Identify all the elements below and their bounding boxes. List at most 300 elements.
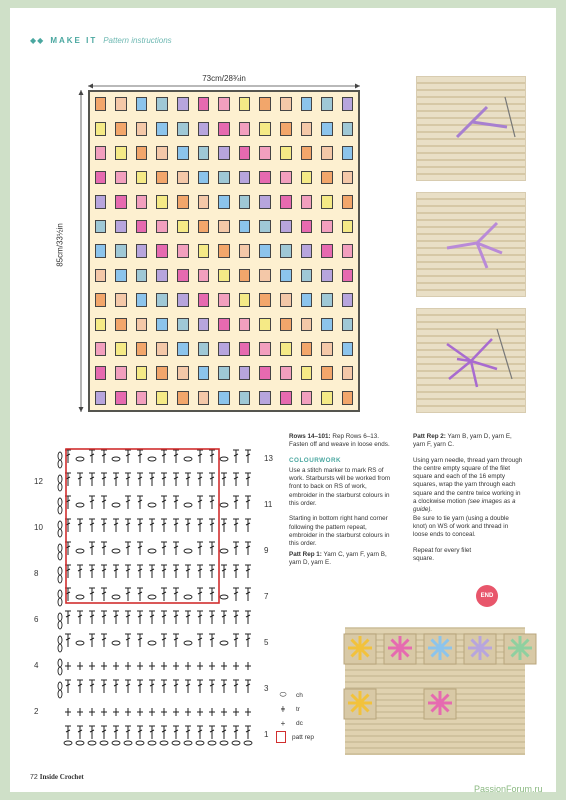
treble-stitch <box>233 634 239 647</box>
treble-stitch <box>125 726 131 739</box>
blanket-square <box>156 293 168 307</box>
chain-stitch <box>148 503 156 507</box>
height-dimension: 85cm/33½in <box>55 223 65 267</box>
treble-stitch <box>101 611 107 624</box>
turning-chain <box>58 506 62 514</box>
blanket-square <box>301 122 313 136</box>
treble-stitch <box>101 496 107 509</box>
treble-stitch <box>89 519 95 532</box>
blanket-square <box>95 293 107 307</box>
blanket-square <box>198 244 210 258</box>
blanket-square <box>301 391 313 405</box>
chain-stitch <box>148 641 156 645</box>
blanket-square <box>259 293 271 307</box>
blanket-square <box>239 318 251 332</box>
blanket-square <box>177 220 189 234</box>
treble-stitch <box>209 542 215 555</box>
blanket-square <box>342 97 354 111</box>
blanket-square <box>136 318 148 332</box>
treble-stitch <box>89 588 95 601</box>
blanket-square <box>301 244 313 258</box>
treble-stitch <box>113 565 119 578</box>
dc-stitch <box>137 708 143 716</box>
blanket-square <box>218 318 230 332</box>
treble-stitch <box>89 542 95 555</box>
treble-stitch <box>197 450 203 463</box>
rep1-body: Yarn C, yarn F, yarn B, yarn D, yarn E. <box>289 550 387 566</box>
treble-stitch <box>173 726 179 739</box>
dc-stitch <box>65 708 71 716</box>
chain-stitch <box>88 741 96 745</box>
treble-stitch <box>173 496 179 509</box>
blanket-square <box>156 244 168 258</box>
row-label: 4 <box>34 661 39 670</box>
row-label: 12 <box>34 477 43 486</box>
blanket-square <box>136 391 148 405</box>
blanket-square <box>280 244 292 258</box>
row-label: 7 <box>264 592 269 601</box>
treble-stitch <box>125 519 131 532</box>
section-title: MAKE IT <box>50 36 98 45</box>
blanket-square <box>239 391 251 405</box>
row-label: 11 <box>264 500 273 509</box>
treble-stitch <box>137 542 143 555</box>
row-label: 8 <box>34 569 39 578</box>
photo-step-1 <box>416 76 526 181</box>
width-dimension: 73cm/28¾in <box>202 74 246 83</box>
treble-stitch <box>209 473 215 486</box>
treble-stitch <box>209 634 215 647</box>
blanket-square <box>95 342 107 356</box>
magazine-name: Inside Crochet <box>39 773 84 781</box>
blanket-square <box>198 391 210 405</box>
treble-stitch <box>173 519 179 532</box>
treble-stitch <box>221 680 227 693</box>
blanket-square <box>321 146 333 160</box>
blanket-square <box>198 97 210 111</box>
blanket-square <box>156 318 168 332</box>
treble-stitch <box>101 634 107 647</box>
treble-stitch <box>89 496 95 509</box>
blanket-square <box>136 122 148 136</box>
treble-stitch <box>209 588 215 601</box>
treble-stitch <box>173 473 179 486</box>
chain-stitch <box>112 741 120 745</box>
chain-stitch <box>208 741 216 745</box>
blanket-square <box>156 122 168 136</box>
treble-stitch <box>149 726 155 739</box>
turning-chain <box>58 521 62 529</box>
treble-stitch <box>245 611 251 624</box>
blanket-square <box>115 171 127 185</box>
dc-stitch <box>101 662 107 670</box>
colourwork-body: Use a stitch marker to mark RS of work. Starbursts will be worked from front to back on RS of work, embroider in the starburst colours in this order. <box>289 466 391 508</box>
treble-stitch <box>161 611 167 624</box>
dc-stitch <box>125 708 131 716</box>
blanket-square <box>136 293 148 307</box>
blanket-square <box>198 342 210 356</box>
page-number: 72 <box>30 774 38 781</box>
treble-stitch <box>137 519 143 532</box>
treble-stitch <box>125 680 131 693</box>
chain-stitch <box>184 549 192 553</box>
dc-stitch <box>149 662 155 670</box>
treble-stitch <box>65 680 71 693</box>
tie-text: Be sure to tie yarn (using a double knot) on WS of work and thread in loose ends to conceal. <box>413 514 509 539</box>
blanket-square <box>177 195 189 209</box>
blanket-square <box>259 97 271 111</box>
treble-stitch <box>245 634 251 647</box>
chain-stitch <box>136 741 144 745</box>
treble-stitch <box>89 473 95 486</box>
blanket-square <box>198 171 210 185</box>
row-label: 9 <box>264 546 269 555</box>
blanket-square <box>239 269 251 283</box>
blanket-square <box>115 122 127 136</box>
turning-chain <box>58 567 62 575</box>
chain-stitch <box>172 741 180 745</box>
blanket-square <box>95 366 107 380</box>
blanket-square <box>198 318 210 332</box>
blanket-square <box>218 171 230 185</box>
blanket-square <box>342 342 354 356</box>
treble-stitch <box>245 680 251 693</box>
blanket-square <box>259 244 271 258</box>
treble-stitch <box>233 496 239 509</box>
treble-stitch <box>77 473 83 486</box>
dc-stitch <box>185 708 191 716</box>
row-label: 5 <box>264 638 269 647</box>
rows-heading: Rows 14–101: <box>289 433 331 440</box>
chain-stitch <box>196 741 204 745</box>
treble-stitch <box>125 496 131 509</box>
treble-stitch <box>161 680 167 693</box>
treble-stitch <box>137 496 143 509</box>
treble-stitch <box>185 680 191 693</box>
treble-stitch <box>89 450 95 463</box>
chain-stitch <box>220 641 228 645</box>
blanket-square <box>218 220 230 234</box>
treble-stitch <box>161 588 167 601</box>
chain-stitch <box>184 741 192 745</box>
treble-stitch <box>101 565 107 578</box>
treble-stitch <box>137 450 143 463</box>
chart-legend <box>276 688 314 744</box>
treble-stitch <box>197 680 203 693</box>
dc-stitch <box>185 662 191 670</box>
chain-stitch <box>244 741 252 745</box>
treble-stitch <box>149 473 155 486</box>
blanket-square <box>239 366 251 380</box>
dc-stitch <box>173 662 179 670</box>
treble-stitch <box>209 565 215 578</box>
treble-stitch <box>197 565 203 578</box>
blanket-square <box>95 391 107 405</box>
blanket-square <box>198 366 210 380</box>
dc-stitch <box>245 708 251 716</box>
end-badge: END <box>476 585 498 607</box>
blanket-square <box>301 195 313 209</box>
treble-stitch <box>245 726 251 739</box>
chain-stitch <box>148 741 156 745</box>
blanket-square <box>198 146 210 160</box>
treble-stitch <box>77 726 83 739</box>
blanket-square <box>280 195 292 209</box>
chain-stitch <box>112 549 120 553</box>
blanket-square <box>136 146 148 160</box>
treble-stitch <box>137 634 143 647</box>
dc-stitch <box>209 662 215 670</box>
chain-stitch <box>220 457 228 461</box>
treble-stitch <box>125 588 131 601</box>
treble-stitch <box>125 565 131 578</box>
blanket-square <box>301 366 313 380</box>
treble-stitch <box>197 473 203 486</box>
turning-chain <box>58 544 62 552</box>
treble-stitch <box>161 634 167 647</box>
dc-stitch <box>77 662 83 670</box>
treble-stitch <box>233 588 239 601</box>
blanket-square <box>95 220 107 234</box>
turning-chain <box>58 644 62 652</box>
blanket-square <box>156 269 168 283</box>
chain-stitch <box>148 549 156 553</box>
blanket-square <box>156 220 168 234</box>
treble-stitch <box>209 680 215 693</box>
blanket-square <box>342 146 354 160</box>
blanket-square <box>239 122 251 136</box>
treble-stitch <box>245 450 251 463</box>
blanket-square <box>280 122 292 136</box>
chain-stitch <box>184 595 192 599</box>
turning-chain <box>58 690 62 698</box>
blanket-square <box>342 391 354 405</box>
chain-stitch <box>100 741 108 745</box>
needle-guide: (see images as a guide). <box>413 498 516 514</box>
blanket-square <box>321 220 333 234</box>
blanket-square <box>321 244 333 258</box>
height-arrow <box>78 90 84 412</box>
chain-stitch <box>112 595 120 599</box>
chain-stitch <box>232 741 240 745</box>
treble-stitch <box>197 496 203 509</box>
treble-stitch <box>101 519 107 532</box>
row-label: 1 <box>264 730 269 739</box>
blanket-square <box>321 171 333 185</box>
treble-stitch <box>101 680 107 693</box>
chain-stitch <box>160 741 168 745</box>
turning-chain <box>58 452 62 460</box>
treble-stitch <box>149 565 155 578</box>
turning-chain <box>58 590 62 598</box>
turning-chain <box>58 613 62 621</box>
treble-stitch <box>89 565 95 578</box>
treble-stitch <box>185 473 191 486</box>
photo-finished <box>345 628 525 755</box>
blanket-square <box>321 97 333 111</box>
treble-stitch <box>113 519 119 532</box>
blanket-square <box>239 342 251 356</box>
blanket-square <box>95 318 107 332</box>
treble-stitch <box>197 542 203 555</box>
blanket-square <box>342 122 354 136</box>
blanket-square <box>177 146 189 160</box>
blanket-square <box>115 97 127 111</box>
blanket-square <box>280 366 292 380</box>
patt-rep-icon <box>276 731 286 743</box>
treble-stitch <box>137 473 143 486</box>
blanket-square <box>156 195 168 209</box>
blanket-square <box>301 269 313 283</box>
blanket-square <box>239 171 251 185</box>
photo-step-2 <box>416 192 526 297</box>
treble-stitch <box>173 542 179 555</box>
treble-stitch <box>209 519 215 532</box>
blanket-diagram <box>88 90 360 412</box>
blanket-square <box>198 220 210 234</box>
blanket-square <box>218 97 230 111</box>
blanket-square <box>280 269 292 283</box>
treble-stitch <box>125 473 131 486</box>
chain-stitch <box>220 549 228 553</box>
treble-stitch <box>161 450 167 463</box>
treble-stitch <box>221 726 227 739</box>
dc-stitch <box>89 662 95 670</box>
blanket-square <box>177 97 189 111</box>
blanket-square <box>95 269 107 283</box>
blanket-square <box>218 244 230 258</box>
treble-stitch <box>209 496 215 509</box>
blanket-square <box>259 318 271 332</box>
turning-chain <box>58 659 62 667</box>
blanket-square <box>156 366 168 380</box>
chain-stitch <box>184 503 192 507</box>
chain-icon: ⬭ <box>279 690 287 699</box>
colourwork-heading: COLOURWORK <box>289 456 342 464</box>
turning-chain <box>58 682 62 690</box>
treble-stitch <box>89 611 95 624</box>
treble-stitch <box>137 588 143 601</box>
dc-stitch <box>113 708 119 716</box>
colourwork-body-2: Starting in bottom right hand corner following the pattern repeat, embroider in the starburst colours in this order. <box>289 515 390 548</box>
blanket-square <box>280 391 292 405</box>
blanket-square <box>115 195 127 209</box>
treble-stitch <box>185 611 191 624</box>
treble-stitch <box>173 634 179 647</box>
blanket-square <box>342 244 354 258</box>
blanket-square <box>239 195 251 209</box>
turning-chain <box>58 621 62 629</box>
blanket-square <box>280 146 292 160</box>
treble-stitch <box>101 450 107 463</box>
needle-text: Using yarn needle, thread yarn through the centre empty square of the filet square and each of the 16 empty squares, wrap the yarn through each square and the centre twice working in a clockwise motion <box>413 456 523 506</box>
treble-stitch <box>209 726 215 739</box>
blanket-square <box>115 342 127 356</box>
treble-stitch <box>173 450 179 463</box>
blanket-square <box>259 220 271 234</box>
chain-stitch <box>112 503 120 507</box>
blanket-square <box>218 366 230 380</box>
blanket-square <box>177 293 189 307</box>
treble-stitch <box>221 473 227 486</box>
blanket-square <box>136 342 148 356</box>
treble-stitch <box>173 680 179 693</box>
dc-stitch <box>113 662 119 670</box>
dc-stitch <box>209 708 215 716</box>
blanket-square <box>321 293 333 307</box>
treble-stitch <box>245 473 251 486</box>
treble-stitch <box>161 473 167 486</box>
blanket-square <box>136 366 148 380</box>
treble-stitch <box>161 542 167 555</box>
dc-stitch <box>173 708 179 716</box>
treble-stitch <box>233 473 239 486</box>
blanket-square <box>177 318 189 332</box>
chain-stitch <box>76 457 84 461</box>
treble-stitch <box>65 611 71 624</box>
blanket-square <box>301 171 313 185</box>
blanket-square <box>95 171 107 185</box>
treble-stitch <box>197 611 203 624</box>
treble-stitch <box>89 726 95 739</box>
blanket-square <box>115 293 127 307</box>
blanket-square <box>177 269 189 283</box>
blanket-square <box>156 342 168 356</box>
treble-stitch <box>77 519 83 532</box>
blanket-square <box>95 122 107 136</box>
blanket-square <box>342 366 354 380</box>
treble-stitch <box>161 726 167 739</box>
blanket-square <box>280 293 292 307</box>
blanket-square <box>218 391 230 405</box>
treble-stitch <box>233 726 239 739</box>
chain-stitch <box>76 741 84 745</box>
blanket-square <box>280 318 292 332</box>
treble-stitch <box>233 450 239 463</box>
treble-stitch <box>77 680 83 693</box>
blanket-square <box>342 195 354 209</box>
blanket-square <box>177 171 189 185</box>
dc-stitch <box>101 708 107 716</box>
treble-stitch <box>173 565 179 578</box>
treble-stitch <box>101 588 107 601</box>
blanket-square <box>136 220 148 234</box>
treble-stitch <box>113 726 119 739</box>
treble-stitch <box>209 450 215 463</box>
treble-stitch <box>137 726 143 739</box>
blanket-square <box>136 269 148 283</box>
chain-stitch <box>184 457 192 461</box>
dc-stitch <box>221 662 227 670</box>
treble-stitch <box>113 611 119 624</box>
row-label: 3 <box>264 684 269 693</box>
blanket-square <box>321 269 333 283</box>
treble-stitch <box>125 611 131 624</box>
blanket-square <box>321 366 333 380</box>
turning-chain <box>58 636 62 644</box>
chain-stitch <box>220 503 228 507</box>
dc-stitch <box>233 708 239 716</box>
treble-stitch <box>221 565 227 578</box>
blanket-square <box>156 391 168 405</box>
treble-stitch <box>161 565 167 578</box>
chain-stitch <box>148 457 156 461</box>
treble-stitch <box>197 634 203 647</box>
treble-stitch <box>161 496 167 509</box>
blanket-square <box>259 391 271 405</box>
blanket-square <box>321 318 333 332</box>
treble-stitch <box>89 634 95 647</box>
